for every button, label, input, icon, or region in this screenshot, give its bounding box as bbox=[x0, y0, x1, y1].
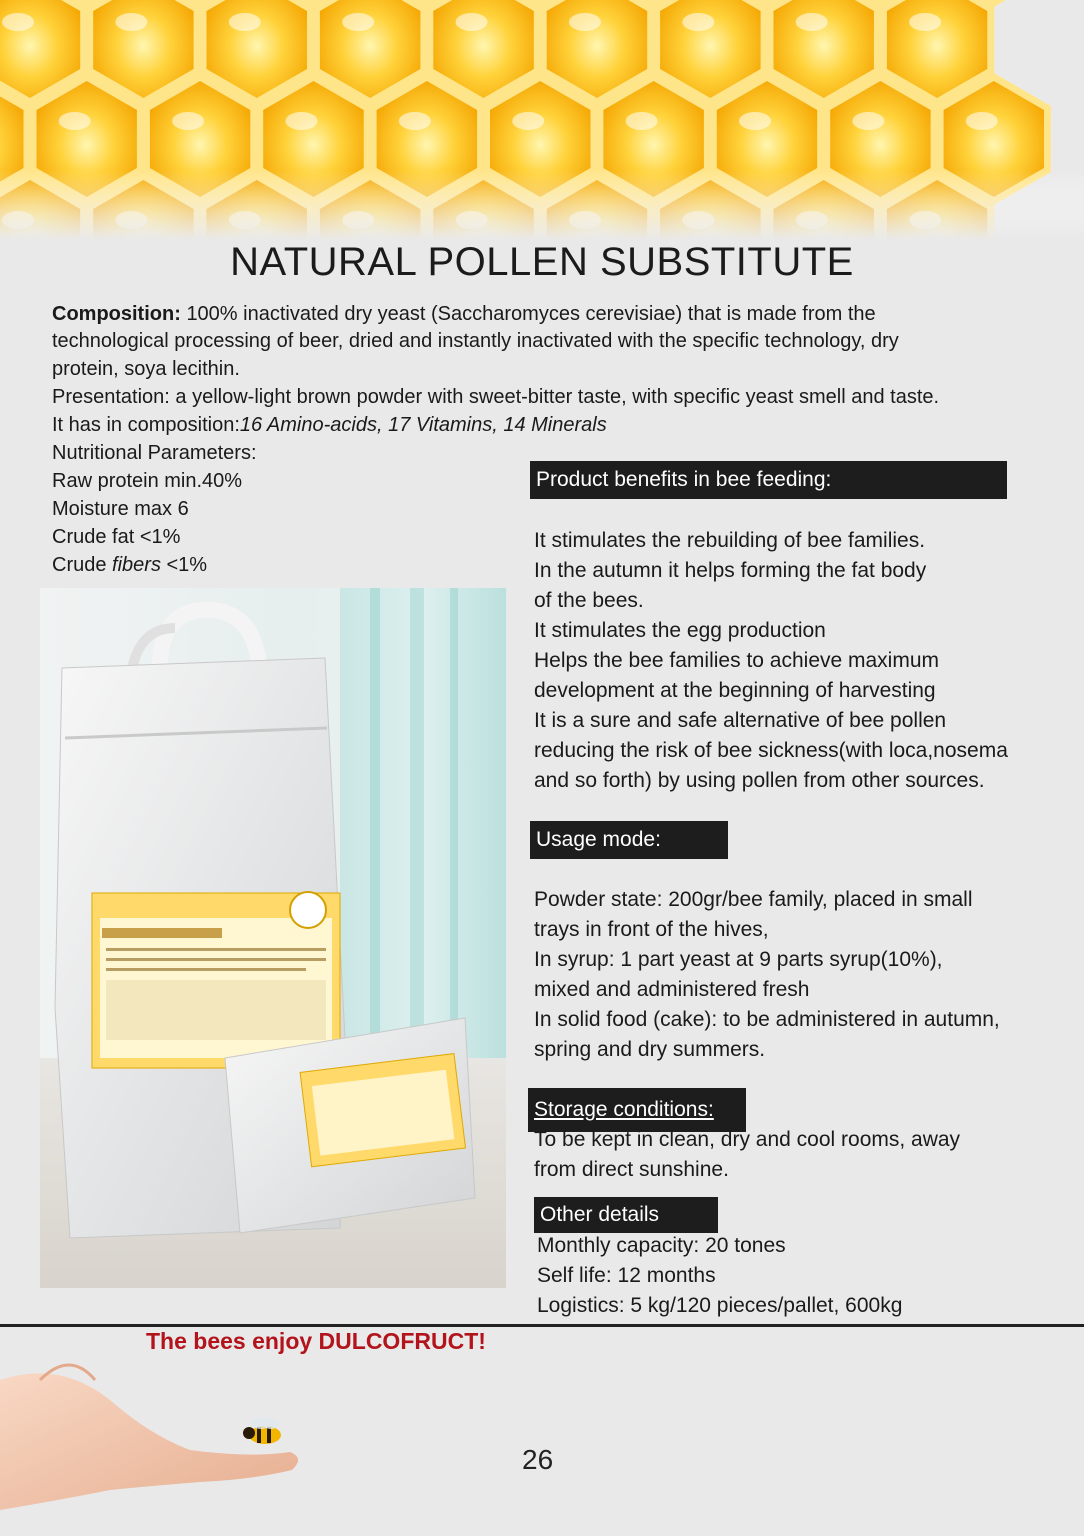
fibers-prefix: Crude bbox=[52, 554, 113, 576]
nutrition-heading: Nutritional Parameters: bbox=[52, 442, 257, 464]
honeycomb-highlight bbox=[59, 112, 91, 130]
product-illustration bbox=[40, 588, 506, 1288]
honeycomb-highlight bbox=[399, 112, 431, 130]
composition-label: Composition: bbox=[52, 303, 181, 325]
other-heading: Other details bbox=[534, 1197, 718, 1233]
product-photo bbox=[40, 588, 506, 1288]
honeycomb-highlight bbox=[512, 112, 544, 130]
page-number: 26 bbox=[522, 1444, 554, 1475]
benefits-line: In the autumn it helps forming the fat body bbox=[534, 559, 927, 582]
fibers-word: fibers bbox=[112, 554, 161, 576]
usage-line: mixed and administered fresh bbox=[534, 978, 810, 1001]
slogan: The bees enjoy DULCOFRUCT! bbox=[146, 1328, 486, 1354]
has-composition-prefix: It has in composition: bbox=[52, 414, 240, 436]
benefits-line: It is a sure and safe alternative of bee pollen bbox=[534, 709, 947, 732]
hand-with-bee-illustration bbox=[0, 1340, 330, 1536]
benefits-line: development at the beginning of harvesting bbox=[534, 679, 936, 702]
benefits-line: reducing the risk of bee sickness(with loca,nosema bbox=[534, 739, 1008, 762]
honeycomb-highlight bbox=[796, 13, 828, 31]
page-title: NATURAL POLLEN SUBSTITUTE bbox=[230, 240, 854, 284]
usage-line: trays in front of the hives, bbox=[534, 918, 769, 941]
honeycomb-highlight bbox=[966, 112, 998, 130]
benefits-line: and so forth) by using pollen from other sources. bbox=[534, 769, 985, 792]
nutrition-fat: Crude fat <1% bbox=[52, 526, 181, 548]
honeycomb-highlight bbox=[285, 112, 317, 130]
has-composition-line bbox=[52, 411, 607, 439]
composition-text-1: 100% inactivated dry yeast (Saccharomyces cerevisiae) that is made from the bbox=[186, 303, 876, 325]
honeycomb-highlight bbox=[569, 13, 601, 31]
benefits-heading: Product benefits in bee feeding: bbox=[530, 461, 1007, 499]
honeycomb-banner bbox=[0, 0, 1084, 240]
usage-heading: Usage mode: bbox=[530, 821, 728, 859]
honeycomb-highlight bbox=[739, 112, 771, 130]
honeycomb-highlight bbox=[229, 13, 261, 31]
nutrition-moisture: Moisture max 6 bbox=[52, 498, 189, 520]
usage-line: spring and dry summers. bbox=[534, 1038, 766, 1061]
benefits-line: of the bees. bbox=[534, 589, 644, 612]
has-composition-items: 16 Amino-acids, 17 Vitamins, 14 Minerals bbox=[239, 414, 607, 436]
presentation-text: Presentation: a yellow-light brown powder with sweet-bitter taste, with specific yeast smell and taste. bbox=[52, 386, 940, 408]
footer-divider bbox=[0, 1324, 1084, 1327]
honeycomb-highlight bbox=[456, 13, 488, 31]
honeycomb-highlight bbox=[682, 13, 714, 31]
honeycomb-highlight bbox=[2, 13, 34, 31]
storage-line: To be kept in clean, dry and cool rooms, away bbox=[534, 1128, 961, 1151]
other-line: Monthly capacity: 20 tones bbox=[537, 1234, 786, 1257]
benefits-line: It stimulates the egg production bbox=[534, 619, 826, 642]
fibers-suffix: <1% bbox=[160, 554, 208, 576]
honeycomb-highlight bbox=[626, 112, 658, 130]
composition-line-2: technological processing of beer, dried and instantly inactivated with the specific technology, dry bbox=[52, 330, 899, 352]
nutrition-protein: Raw protein min.40% bbox=[52, 470, 243, 492]
bee-icon bbox=[243, 1417, 281, 1444]
benefits-line: Helps the bee families to achieve maximum bbox=[534, 649, 940, 672]
storage-heading: Storage conditions: bbox=[528, 1088, 746, 1132]
honeycomb-highlight bbox=[172, 112, 204, 130]
usage-line: In solid food (cake): to be administered in autumn, bbox=[534, 1008, 1000, 1031]
composition-line-1 bbox=[52, 300, 876, 328]
other-line: Logistics: 5 kg/120 pieces/pallet, 600kg bbox=[537, 1294, 903, 1317]
honeycomb-highlight bbox=[115, 13, 147, 31]
other-line: Self life: 12 months bbox=[537, 1264, 716, 1287]
honeycomb-highlight bbox=[909, 13, 941, 31]
benefits-line: It stimulates the rebuilding of bee families. bbox=[534, 529, 926, 552]
honeycomb-highlight bbox=[852, 112, 884, 130]
usage-line: In syrup: 1 part yeast at 9 parts syrup(10%), bbox=[534, 948, 943, 971]
honeycomb-highlight bbox=[342, 13, 374, 31]
usage-line: Powder state: 200gr/bee family, placed in small bbox=[534, 888, 973, 911]
composition-line-3: protein, soya lecithin. bbox=[52, 358, 240, 380]
storage-line: from direct sunshine. bbox=[534, 1158, 729, 1181]
nutrition-fibers bbox=[52, 551, 207, 579]
